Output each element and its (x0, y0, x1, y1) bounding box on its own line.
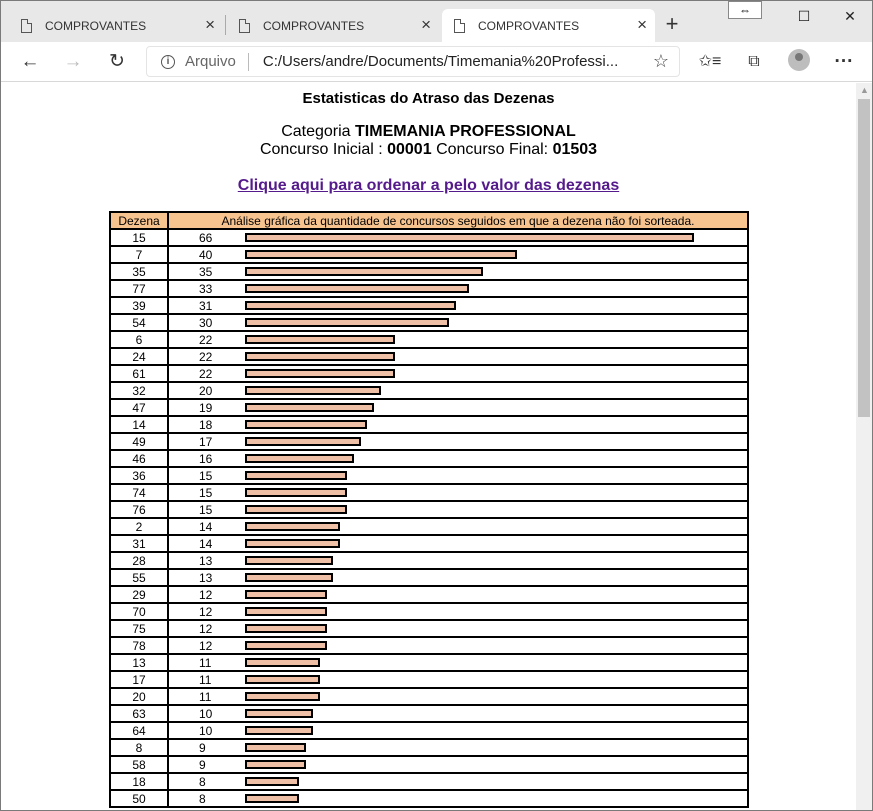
table-row (110, 569, 748, 586)
atraso-value: 13 (199, 554, 213, 568)
dezena-cell: 15 (110, 229, 168, 246)
atraso-bar (245, 692, 320, 701)
tab-strip (1, 1, 872, 42)
dezena-cell: 46 (110, 450, 168, 467)
dezena-cell: 64 (110, 722, 168, 739)
category-line (1, 123, 856, 141)
atraso-bar (245, 675, 320, 684)
atraso-bar (245, 403, 374, 412)
analise-cell (168, 365, 748, 382)
atraso-value: 40 (199, 248, 213, 262)
dezena-cell: 7 (110, 246, 168, 263)
analise-cell (168, 246, 748, 263)
atraso-value: 12 (199, 605, 213, 619)
atraso-value: 11 (199, 690, 212, 704)
analise-cell (168, 518, 748, 535)
window-close-icon[interactable]: ✕ (844, 8, 856, 24)
favorites-list-icon[interactable]: ✩≡ (698, 53, 722, 70)
tab-title: COMPROVANTES (45, 18, 147, 33)
tab-1[interactable] (9, 9, 223, 42)
table-row (110, 399, 748, 416)
analise-cell (168, 654, 748, 671)
info-icon[interactable]: i (161, 55, 175, 69)
table-row (110, 671, 748, 688)
atraso-value: 10 (199, 724, 213, 738)
document-icon (239, 19, 250, 33)
close-icon[interactable]: × (205, 15, 215, 34)
analise-cell (168, 416, 748, 433)
table-row (110, 688, 748, 705)
dezena-cell: 2 (110, 518, 168, 535)
dezena-cell: 78 (110, 637, 168, 654)
table-row (110, 739, 748, 756)
more-icon[interactable]: ··· (834, 51, 854, 72)
atraso-bar (245, 641, 327, 650)
dezena-cell: 47 (110, 399, 168, 416)
atraso-bar (245, 726, 313, 735)
analise-cell (168, 773, 748, 790)
dezena-cell: 13 (110, 654, 168, 671)
atraso-value: 19 (199, 401, 213, 415)
atraso-bar (245, 590, 327, 599)
atraso-bar (245, 267, 483, 276)
category-prefix: Categoria (281, 123, 351, 140)
atraso-value: 10 (199, 707, 213, 721)
analise-cell (168, 399, 748, 416)
analise-cell (168, 229, 748, 246)
table-row (110, 603, 748, 620)
atraso-bar (245, 794, 299, 803)
atraso-value: 31 (199, 299, 213, 313)
table-row (110, 756, 748, 773)
dezena-cell: 18 (110, 773, 168, 790)
atraso-bar (245, 386, 381, 395)
dezena-cell: 31 (110, 535, 168, 552)
atraso-bar (245, 420, 367, 429)
atraso-value: 12 (199, 622, 213, 636)
table-row (110, 586, 748, 603)
table-row (110, 484, 748, 501)
analise-cell (168, 263, 748, 280)
analise-cell (168, 739, 748, 756)
resize-icon[interactable]: ⇔ (728, 1, 762, 19)
dezena-cell: 61 (110, 365, 168, 382)
atraso-value: 8 (199, 775, 206, 789)
table-row (110, 467, 748, 484)
analise-cell (168, 671, 748, 688)
atraso-value: 12 (199, 639, 213, 653)
dezena-cell: 6 (110, 331, 168, 348)
atraso-bar (245, 709, 313, 718)
analise-cell (168, 756, 748, 773)
dezena-cell: 50 (110, 790, 168, 807)
close-icon[interactable]: × (421, 15, 431, 34)
table-row (110, 348, 748, 365)
table-row (110, 263, 748, 280)
tab-3-active[interactable] (442, 9, 655, 42)
table-row (110, 416, 748, 433)
atraso-value: 11 (199, 656, 212, 670)
address-bar[interactable] (146, 46, 680, 77)
analise-cell (168, 552, 748, 569)
table-row (110, 450, 748, 467)
atraso-bar (245, 624, 327, 633)
atraso-bar (245, 522, 340, 531)
atraso-bar (245, 760, 306, 769)
maximize-icon[interactable]: ☐ (797, 8, 811, 24)
analise-cell (168, 314, 748, 331)
atraso-value: 18 (199, 418, 213, 432)
sort-link[interactable]: Clique aqui para ordenar a pelo valor das dezenas (237, 177, 620, 194)
table-row (110, 280, 748, 297)
atraso-value: 15 (199, 469, 213, 483)
atraso-value: 15 (199, 486, 213, 500)
dezena-cell: 74 (110, 484, 168, 501)
atraso-bar (245, 777, 299, 786)
analise-cell (168, 637, 748, 654)
tab-title: COMPROVANTES (478, 18, 580, 33)
analise-cell (168, 586, 748, 603)
address-scheme: Arquivo (185, 53, 236, 70)
table-row (110, 518, 748, 535)
atraso-value: 15 (199, 503, 213, 517)
analise-cell (168, 331, 748, 348)
analise-cell (168, 535, 748, 552)
analise-cell (168, 705, 748, 722)
concurso-final: 01503 (552, 141, 598, 158)
star-icon[interactable]: ☆ (652, 51, 669, 71)
atraso-value: 12 (199, 588, 213, 602)
atraso-value: 20 (199, 384, 213, 398)
atraso-bar (245, 318, 449, 327)
dezena-cell: 8 (110, 739, 168, 756)
toolbar (1, 42, 872, 82)
atraso-bar (245, 573, 333, 582)
atraso-value: 11 (199, 673, 212, 687)
atraso-value: 13 (199, 571, 213, 585)
analise-cell (168, 688, 748, 705)
header-analise: Análise gráfica da quantidade de concursos seguidos em que a dezena não foi sorteada. (168, 212, 748, 229)
dezena-cell: 77 (110, 280, 168, 297)
analise-cell (168, 501, 748, 518)
table-row (110, 620, 748, 637)
atraso-bar (245, 233, 694, 242)
concurso-final-label: Concurso Final: (436, 141, 549, 158)
collections-icon[interactable]: ⧉ (748, 53, 760, 70)
atraso-bar (245, 352, 395, 361)
dezena-cell: 35 (110, 263, 168, 280)
atraso-bar (245, 454, 354, 463)
atraso-bar (245, 743, 306, 752)
tab-2[interactable] (227, 9, 439, 42)
atraso-value: 14 (199, 520, 213, 534)
table-row (110, 535, 748, 552)
dezena-cell: 29 (110, 586, 168, 603)
atraso-value: 16 (199, 452, 213, 466)
dezena-cell: 32 (110, 382, 168, 399)
table-row (110, 365, 748, 382)
atraso-value: 14 (199, 537, 213, 551)
atraso-bar (245, 301, 456, 310)
table-row (110, 229, 748, 246)
tab-separator (225, 15, 226, 35)
table-row (110, 790, 748, 807)
page-content (1, 83, 856, 811)
atraso-bar (245, 284, 469, 293)
concurso-inicial-label: Concurso Inicial : (259, 141, 383, 158)
analise-cell (168, 433, 748, 450)
dezena-cell: 54 (110, 314, 168, 331)
table-row (110, 297, 748, 314)
atraso-value: 22 (199, 333, 213, 347)
atraso-bar (245, 505, 347, 514)
atraso-value: 9 (199, 741, 206, 755)
forward-arrow-icon[interactable]: → (63, 51, 83, 72)
atraso-bar (245, 607, 327, 616)
dezena-cell: 70 (110, 603, 168, 620)
atraso-bar (245, 437, 361, 446)
scroll-up-icon[interactable]: ▲ (860, 85, 869, 95)
analise-cell (168, 722, 748, 739)
dezena-cell: 39 (110, 297, 168, 314)
dezena-cell: 14 (110, 416, 168, 433)
dezena-cell: 28 (110, 552, 168, 569)
atraso-bar (245, 556, 333, 565)
document-icon (21, 19, 32, 33)
close-icon[interactable]: × (637, 15, 647, 34)
atraso-value: 30 (199, 316, 213, 330)
dezena-cell: 17 (110, 671, 168, 688)
tab-title: COMPROVANTES (263, 18, 365, 33)
document-icon (454, 19, 465, 33)
atraso-value: 22 (199, 350, 213, 364)
analise-cell (168, 569, 748, 586)
analise-cell (168, 297, 748, 314)
address-separator (248, 53, 249, 71)
dezena-cell: 20 (110, 688, 168, 705)
atraso-bar (245, 488, 347, 497)
address-url[interactable]: C:/Users/andre/Documents/Timemania%20Professi... (262, 53, 619, 70)
analise-cell (168, 603, 748, 620)
atraso-value: 35 (199, 265, 213, 279)
table-row (110, 382, 748, 399)
atraso-bar (245, 250, 517, 259)
table-row (110, 722, 748, 739)
table-row (110, 654, 748, 671)
dezena-cell: 36 (110, 467, 168, 484)
dezena-cell: 49 (110, 433, 168, 450)
analise-cell (168, 280, 748, 297)
dezena-cell: 75 (110, 620, 168, 637)
atraso-value: 8 (199, 792, 206, 806)
table-row (110, 314, 748, 331)
analise-cell (168, 790, 748, 807)
atraso-bar (245, 369, 395, 378)
atraso-table (109, 211, 749, 808)
header-dezena: Dezena (110, 212, 168, 229)
scrollbar-thumb[interactable] (858, 99, 870, 417)
dezena-cell: 55 (110, 569, 168, 586)
atraso-bar (245, 539, 340, 548)
analise-cell (168, 450, 748, 467)
atraso-bar (245, 335, 395, 344)
table-row (110, 331, 748, 348)
back-arrow-icon[interactable]: ← (20, 51, 40, 72)
analise-cell (168, 484, 748, 501)
atraso-value: 9 (199, 758, 206, 772)
analise-cell (168, 467, 748, 484)
table-row (110, 501, 748, 518)
table-row (110, 637, 748, 654)
table-row (110, 773, 748, 790)
vertical-scrollbar[interactable] (856, 83, 872, 811)
table-row (110, 552, 748, 569)
table-row (110, 433, 748, 450)
table-header-row (110, 212, 748, 229)
atraso-value: 22 (199, 367, 213, 381)
table-body (110, 229, 748, 807)
atraso-value: 17 (199, 435, 213, 449)
concurso-line (1, 141, 856, 159)
atraso-value: 33 (199, 282, 213, 296)
atraso-bar (245, 471, 347, 480)
analise-cell (168, 382, 748, 399)
table-row (110, 705, 748, 722)
dezena-cell: 63 (110, 705, 168, 722)
dezena-cell: 76 (110, 501, 168, 518)
analise-cell (168, 620, 748, 637)
refresh-icon[interactable]: ↻ (109, 51, 125, 72)
table-row (110, 246, 748, 263)
category-name: TIMEMANIA PROFESSIONAL (355, 123, 576, 140)
page-title: Estatisticas do Atraso das Dezenas (302, 90, 555, 107)
concurso-inicial: 00001 (387, 141, 432, 158)
dezena-cell: 58 (110, 756, 168, 773)
new-tab-icon[interactable]: + (665, 11, 679, 36)
dezena-cell: 24 (110, 348, 168, 365)
atraso-bar (245, 658, 320, 667)
analise-cell (168, 348, 748, 365)
avatar[interactable] (788, 49, 810, 71)
atraso-value: 66 (199, 231, 213, 245)
